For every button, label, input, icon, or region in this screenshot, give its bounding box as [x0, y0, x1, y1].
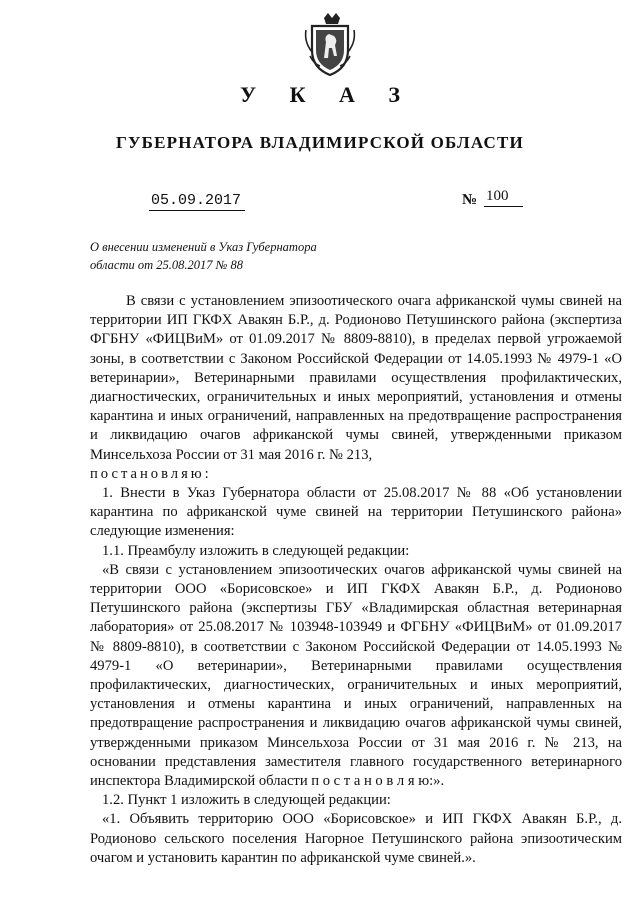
- document-subtitle: ГУБЕРНАТОРА ВЛАДИМИРСКОЙ ОБЛАСТИ: [115, 133, 524, 152]
- quote-1-paragraph: [90, 561, 622, 791]
- caption-line-2: области от 25.08.2017 № 88: [90, 258, 244, 272]
- quote-2-paragraph: «1. Объявить территорию ООО «Борисовское» и ИП ГКФХ Авакян Б.Р., д. Родионово сельского поселения Нагорное Петушинского района эпизоотическим очагом и установить карантин по африканской чуме свиней.».: [90, 811, 622, 866]
- item-1-2: 1.2. Пункт 1 изложить в следующей редакции:: [102, 792, 391, 809]
- decree-body: [90, 292, 622, 868]
- decree-word: постановляю:: [90, 465, 212, 482]
- item-1: 1. Внести в Указ Губернатора области от 25.08.2017 № 88 «Об установлении карантина по африканской чуме свиней на территории Петушинского района» следующие изменения:: [90, 485, 622, 540]
- preamble-paragraph: В связи с установлением эпизоотического очага африканской чумы свиней на территории ИП ГКФХ Авакян Б.Р., д. Родионово Петушинского района (экспертиза ФГБНУ «ФИЦВиМ» от 01.09.2017 № 8809-8810), в пределах первой угрожаемой зоны, в соответствии с Законом Российской Федерации от 14.05.1993 № 4979-1 «О ветеринарии», Ветеринарными правилами осуществления профилактических, диагностических, ограничительных и иных мероприятий, установления и отмены карантина и иных ограничений, направленных на предотвращение распространения и ликвидацию очагов африканской чумы свиней, утвержденными приказом Минсельхоза России от 31 мая 2016 г. № 213,: [90, 293, 622, 463]
- decree-caption: [90, 238, 390, 274]
- quote-1-end: п о с т а н о в л я ю:».: [311, 773, 445, 790]
- decree-number-label: №: [462, 192, 478, 208]
- item-1-1: 1.1. Преамбулу изложить в следующей редакции:: [102, 542, 410, 559]
- document-title: У К А З: [239, 82, 415, 107]
- decree-date: 05.09.2017: [149, 192, 245, 211]
- coat-of-arms-icon: [302, 12, 358, 78]
- caption-line-1: О внесении изменений в Указ Губернатора: [90, 240, 317, 254]
- decree-number: 100: [484, 188, 523, 207]
- quote-1-text: «В связи с установлением эпизоотических очагов африканской чумы свиней на территории ООО «Борисовское» и ИП ГКФХ Авакян Б.Р., д. Родионово Петушинского района (экспертизы ГБУ «Владимирская областная ветеринарная лаборатория» от 25.08.2017 № 103948-103949 и ФГБНУ «ФИЦВиМ» от 01.09.2017 № 8809-8810), в соответствии с Законом Российской Федерации от 14.05.1993 № 4979-1 «О ветеринарии», Ветеринарными правилами осуществления профилактических, диагностических, ограничительных и иных мероприятий, установления и отмены карантина и иных ограничений, направленных на предотвращение распространения и ликвидацию очагов африканской чумы свиней, утвержденными приказом Минсельхоза России от 31 мая 2016 г. № 213, на основании представления заместителя главного государственного ветеринарного инспектора Владимирской области: [90, 561, 622, 790]
